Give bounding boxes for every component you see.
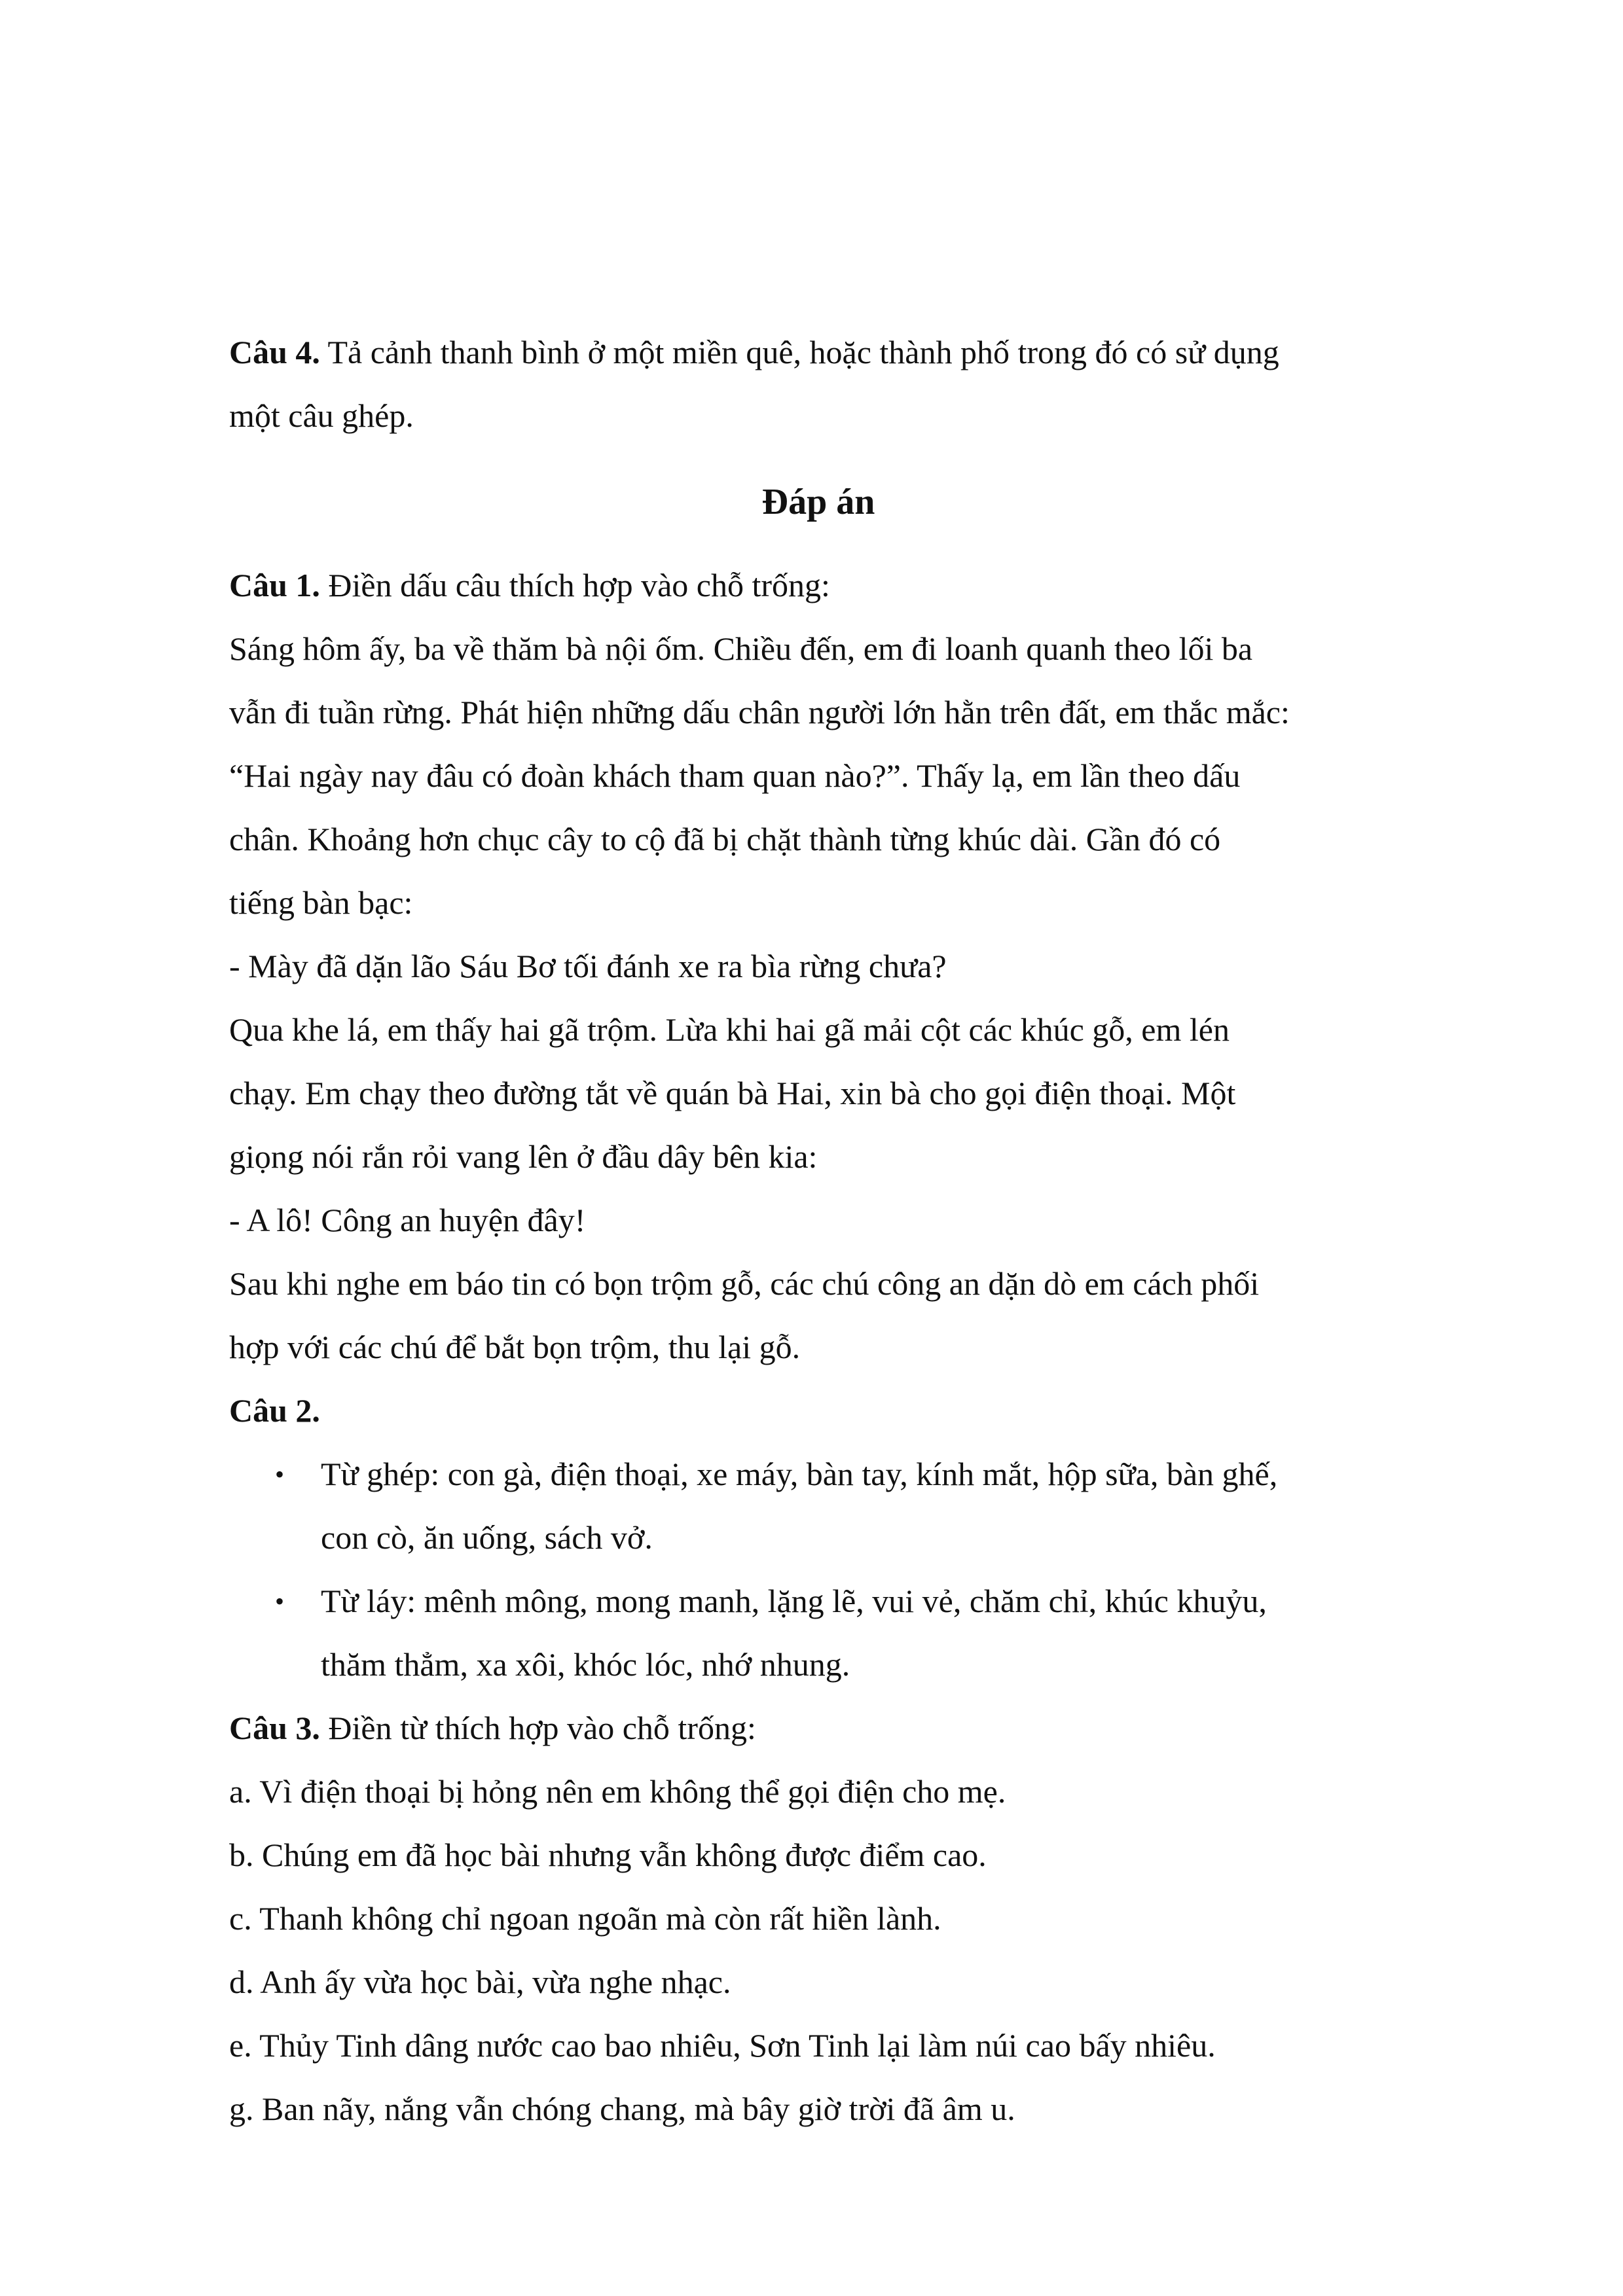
answer-2-list — [229, 1443, 1408, 1696]
question-4-text-line2: một câu ghép. — [229, 397, 414, 434]
bullet-icon: • — [275, 1460, 285, 1489]
answer-3-heading — [229, 1696, 1408, 1760]
answer-3-item: d. Anh ấy vừa học bài, vừa nghe nhạc. — [229, 1964, 731, 2000]
answer-1-heading — [229, 554, 1408, 617]
bullet-icon: • — [275, 1587, 285, 1616]
answer-1-line: chạy. Em chạy theo đường tắt về quán bà Hai, xin bà cho gọi điện thoại. Một — [229, 1075, 1236, 1111]
answer-3-item: g. Ban nãy, nắng vẫn chóng chang, mà bây giờ trời đã âm u. — [229, 2090, 1015, 2127]
list-item — [229, 1570, 1408, 1696]
answer-1-label: Câu 1. — [229, 567, 320, 603]
question-4 — [229, 321, 1408, 384]
question-4-text-line1: Tả cảnh thanh bình ở một miền quê, hoặc thành phố trong đó có sử dụng — [319, 334, 1279, 370]
answer-2-label: Câu 2. — [229, 1392, 320, 1429]
answer-3-item: b. Chúng em đã học bài nhưng vẫn không được điểm cao. — [229, 1837, 987, 1873]
answer-1-instruction: Điền dấu câu thích hợp vào chỗ trống: — [319, 567, 830, 603]
answer-1-line: Sáng hôm ấy, ba về thăm bà nội ốm. Chiều đến, em đi loanh quanh theo lối ba — [229, 630, 1253, 667]
answer-1-line: tiếng bàn bạc: — [229, 884, 413, 921]
answer-1-line: - A lô! Công an huyện đây! — [229, 1202, 586, 1238]
answer-3-item: a. Vì điện thoại bị hỏng nên em không thể gọi điện cho mẹ. — [229, 1773, 1006, 1810]
answer-1-line: giọng nói rắn rỏi vang lên ở đầu dây bên kia: — [229, 1138, 818, 1175]
answer-1-line: hợp với các chú để bắt bọn trộm, thu lại gỗ. — [229, 1329, 801, 1365]
question-4-label: Câu 4. — [229, 334, 320, 370]
answer-3-instruction: Điền từ thích hợp vào chỗ trống: — [319, 1710, 756, 1746]
list-item-line2: con cò, ăn uống, sách vở. — [321, 1519, 653, 1556]
answer-3-item: c. Thanh không chỉ ngoan ngoãn mà còn rất hiền lành. — [229, 1900, 941, 1937]
list-item — [229, 1443, 1408, 1570]
answer-1-line: chân. Khoảng hơn chục cây to cộ đã bị chặt thành từng khúc dài. Gần đó có — [229, 821, 1221, 857]
list-item-line1: Từ láy: mênh mông, mong manh, lặng lẽ, vui vẻ, chăm chỉ, khúc khuỷu, — [321, 1583, 1267, 1619]
answer-title: Đáp án — [761, 482, 875, 522]
list-item-line2: thăm thẳm, xa xôi, khóc lóc, nhớ nhung. — [321, 1646, 850, 1683]
answer-1-line: vẫn đi tuần rừng. Phát hiện những dấu chân người lớn hằn trên đất, em thắc mắc: — [229, 694, 1290, 730]
answer-1-line: “Hai ngày nay đâu có đoàn khách tham quan nào?”. Thấy lạ, em lần theo dấu — [229, 757, 1241, 794]
answer-3-item: e. Thủy Tinh dâng nước cao bao nhiêu, Sơn Tinh lại làm núi cao bấy nhiêu. — [229, 2027, 1216, 2064]
document-page — [229, 321, 1408, 2141]
list-item-line1: Từ ghép: con gà, điện thoại, xe máy, bàn tay, kính mắt, hộp sữa, bàn ghế, — [321, 1456, 1278, 1492]
answer-3-label: Câu 3. — [229, 1710, 320, 1746]
answer-1-line: Sau khi nghe em báo tin có bọn trộm gỗ, các chú công an dặn dò em cách phối — [229, 1265, 1260, 1302]
answer-1-line: - Mày đã dặn lão Sáu Bơ tối đánh xe ra bìa rừng chưa? — [229, 948, 947, 984]
answer-1-line: Qua khe lá, em thấy hai gã trộm. Lừa khi hai gã mải cột các khúc gỗ, em lén — [229, 1011, 1230, 1048]
